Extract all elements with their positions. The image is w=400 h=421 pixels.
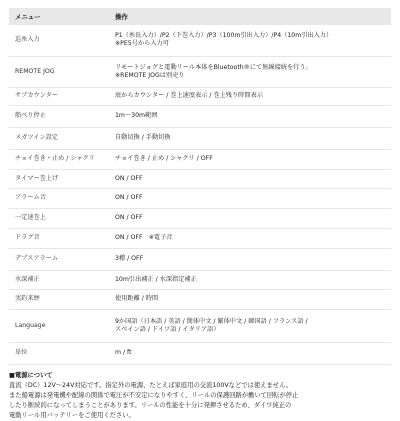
row-menu-label: 実釣来歴 <box>9 289 109 309</box>
table-row <box>9 289 391 309</box>
row-operation-value <box>109 309 391 342</box>
row-menu-label: REMOTE JOG <box>9 56 109 87</box>
operation-line: ※PE5号から入力可 <box>115 40 169 48</box>
row-operation-value <box>109 208 391 228</box>
spec-sheet <box>9 8 391 421</box>
row-menu-label: 巡糸入力 <box>9 25 109 56</box>
operation-line: 使用距離 / 時間 <box>115 295 159 302</box>
operation-line: スペイン語 / ドイツ語 / イタリア語） <box>115 325 220 333</box>
table-row <box>9 105 391 127</box>
table-row <box>9 208 391 228</box>
row-operation-value <box>109 127 391 149</box>
table-row <box>9 127 391 149</box>
table-body <box>9 25 391 364</box>
row-operation-value <box>109 87 391 105</box>
table-row <box>9 188 391 208</box>
row-menu-label: サブカウンター <box>9 87 109 105</box>
table-row <box>9 342 391 364</box>
table-row <box>9 149 391 169</box>
menu-table <box>9 8 391 365</box>
row-operation-value <box>109 270 391 289</box>
row-operation-value <box>109 228 391 248</box>
operation-line: 1m〜30m範囲 <box>115 112 158 119</box>
table-row <box>9 56 391 87</box>
operation-line: 自動切換 / 手動切換 <box>115 134 171 141</box>
header-operation: 操作 <box>109 8 391 25</box>
operation-line: P1（糸長入力）/P2（下巻入力）/P3（100m引出入力）/P4（10m引出入力） <box>115 32 333 40</box>
table-row <box>9 309 391 342</box>
power-notes <box>9 371 391 421</box>
row-operation-value <box>109 248 391 270</box>
row-menu-label: 一定速巻上 <box>9 208 109 228</box>
row-operation-value <box>109 105 391 127</box>
row-operation-value <box>109 289 391 309</box>
notes-line: 直流（DC）12V〜24V対応です。指定外の電源、たとえば家庭用の交流100Vなどでは使えません。 <box>9 381 293 389</box>
operation-line: ON / OFF <box>115 194 143 201</box>
operation-line: チョイ巻き / 止め / シャクリ / OFF <box>115 155 213 162</box>
operation-line: 底からカウンター / 巻上速度表示 / 巻上残り時間表示 <box>115 92 263 99</box>
operation-line: 3種 / OFF <box>115 255 144 262</box>
table-row <box>9 270 391 289</box>
table-header-row <box>9 8 391 25</box>
notes-line: 電動リール用バッテリーをご使用ください。 <box>9 411 135 419</box>
row-operation-value <box>109 188 391 208</box>
operation-line: ON / OFF <box>115 174 143 182</box>
table-row <box>9 248 391 270</box>
header-menu: メニュー <box>9 8 109 25</box>
row-menu-label: ドラグ音 <box>9 228 109 248</box>
table-row <box>9 169 391 188</box>
row-operation-value <box>109 169 391 188</box>
table-row <box>9 87 391 105</box>
row-menu-label: 船べり停止 <box>9 105 109 127</box>
row-menu-label: アラーム音 <box>9 188 109 208</box>
row-menu-label: デプスアラーム <box>9 248 109 270</box>
row-operation-value <box>109 149 391 169</box>
table-row <box>9 228 391 248</box>
operation-line: m / ft <box>115 349 132 356</box>
row-operation-value <box>109 25 391 56</box>
row-menu-label: チョイ巻き・止め / シャクリ <box>9 149 109 169</box>
row-menu-label: 単位 <box>9 342 109 364</box>
row-menu-label: メガツイン設定 <box>9 127 109 149</box>
operation-line: ON / OFF <box>115 214 143 221</box>
operation-line: 10m引出補正 / 水深指定補正 <box>115 275 197 283</box>
row-operation-value <box>109 342 391 364</box>
operation-line: ※REMOTE JOGは別売り <box>115 71 185 79</box>
notes-line: したり断続的になってしまうことがあります。リールの性能を十分に発揮させるため、ダイワ純正の <box>9 401 292 409</box>
operation-line: リモートジョグと電動リール本体をBluetooth®にて無線接続を行う。 <box>115 63 312 71</box>
notes-line: また船電源は発電機や配線の関係で電圧が不安定になりやすく、リールの保護回路が働いて回転が停止 <box>9 391 299 399</box>
row-menu-label: Language <box>9 309 109 342</box>
table-row <box>9 25 391 56</box>
row-menu-label: タイマー巻上げ <box>9 169 109 188</box>
notes-heading: ■電源について <box>9 371 53 379</box>
row-operation-value <box>109 56 391 87</box>
operation-line: ON / OFF ※電子音 <box>115 234 173 241</box>
operation-line: 9か国語（日本語 / 英語 / 簡体中文 / 繁体中文 / 韓国語 / フランス語 / <box>115 317 308 325</box>
row-menu-label: 水深補正 <box>9 270 109 289</box>
